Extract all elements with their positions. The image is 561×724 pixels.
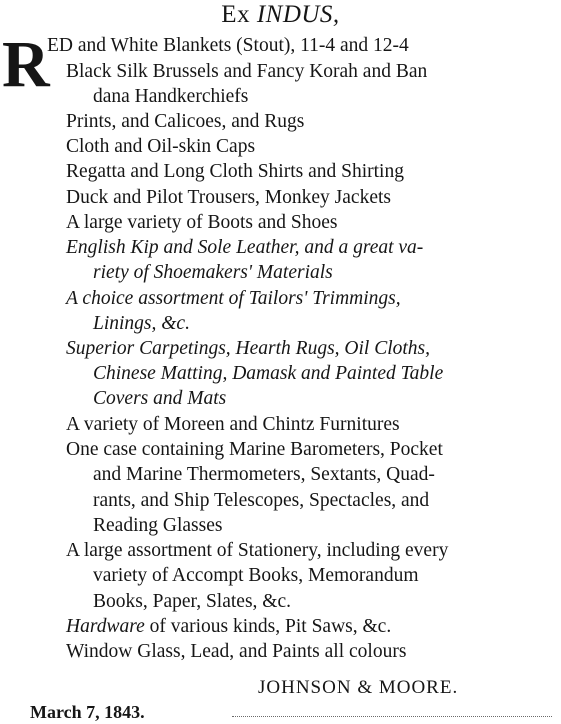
item-line: English Kip and Sole Leather, and a great va- — [66, 237, 424, 258]
item-line: One case containing Marine Barometers, Pocket — [66, 439, 443, 460]
item-line: Prints, and Calicoes, and Rugs — [66, 111, 305, 132]
item-line: Window Glass, Lead, and Paints all colours — [66, 641, 407, 662]
drop-cap-letter: R — [2, 28, 49, 101]
item-line: Cloth and Oil-skin Caps — [66, 136, 256, 157]
merchant-signature: JOHNSON & MOORE. — [258, 677, 459, 698]
item-line: A choice assortment of Tailors' Trimmings, — [66, 288, 401, 309]
item-line: Covers and Mats — [93, 388, 227, 409]
item-line: A large assortment of Stationery, including every — [66, 540, 449, 561]
hardware-label: Hardware — [66, 616, 145, 637]
item-line: rants, and Ship Telescopes, Spectacles, and — [93, 490, 430, 511]
dotted-rule — [232, 716, 552, 717]
advertisement-date: March 7, 1843. — [30, 702, 145, 722]
item-line: Regatta and Long Cloth Shirts and Shirting — [66, 161, 404, 182]
item-line: A large variety of Boots and Shoes — [66, 212, 338, 233]
item-line: Linings, &c. — [93, 313, 190, 334]
item-line: riety of Shoemakers' Materials — [93, 262, 333, 283]
item-line: Duck and Pilot Trousers, Monkey Jackets — [66, 187, 391, 208]
heading-vessel-name: INDUS, — [256, 1, 340, 28]
item-line-hardware — [66, 615, 391, 639]
item-line: Reading Glasses — [93, 515, 223, 536]
item-line: ED and White Blankets (Stout), 11-4 and 12-4 — [47, 35, 409, 56]
item-line: Chinese Matting, Damask and Painted Table — [93, 363, 444, 384]
item-line: Superior Carpetings, Hearth Rugs, Oil Cloths, — [66, 338, 431, 359]
item-line: A variety of Moreen and Chintz Furnitures — [66, 414, 400, 435]
heading — [0, 0, 561, 30]
item-line: variety of Accompt Books, Memorandum — [93, 565, 419, 586]
item-line: and Marine Thermometers, Sextants, Quad- — [93, 464, 435, 485]
item-line: Books, Paper, Slates, &c. — [93, 591, 291, 612]
item-line: dana Handkerchiefs — [93, 86, 249, 107]
heading-prefix: Ex — [221, 1, 251, 28]
item-line: Black Silk Brussels and Fancy Korah and Ban — [66, 61, 428, 82]
hardware-description: of various kinds, Pit Saws, &c. — [144, 616, 392, 637]
